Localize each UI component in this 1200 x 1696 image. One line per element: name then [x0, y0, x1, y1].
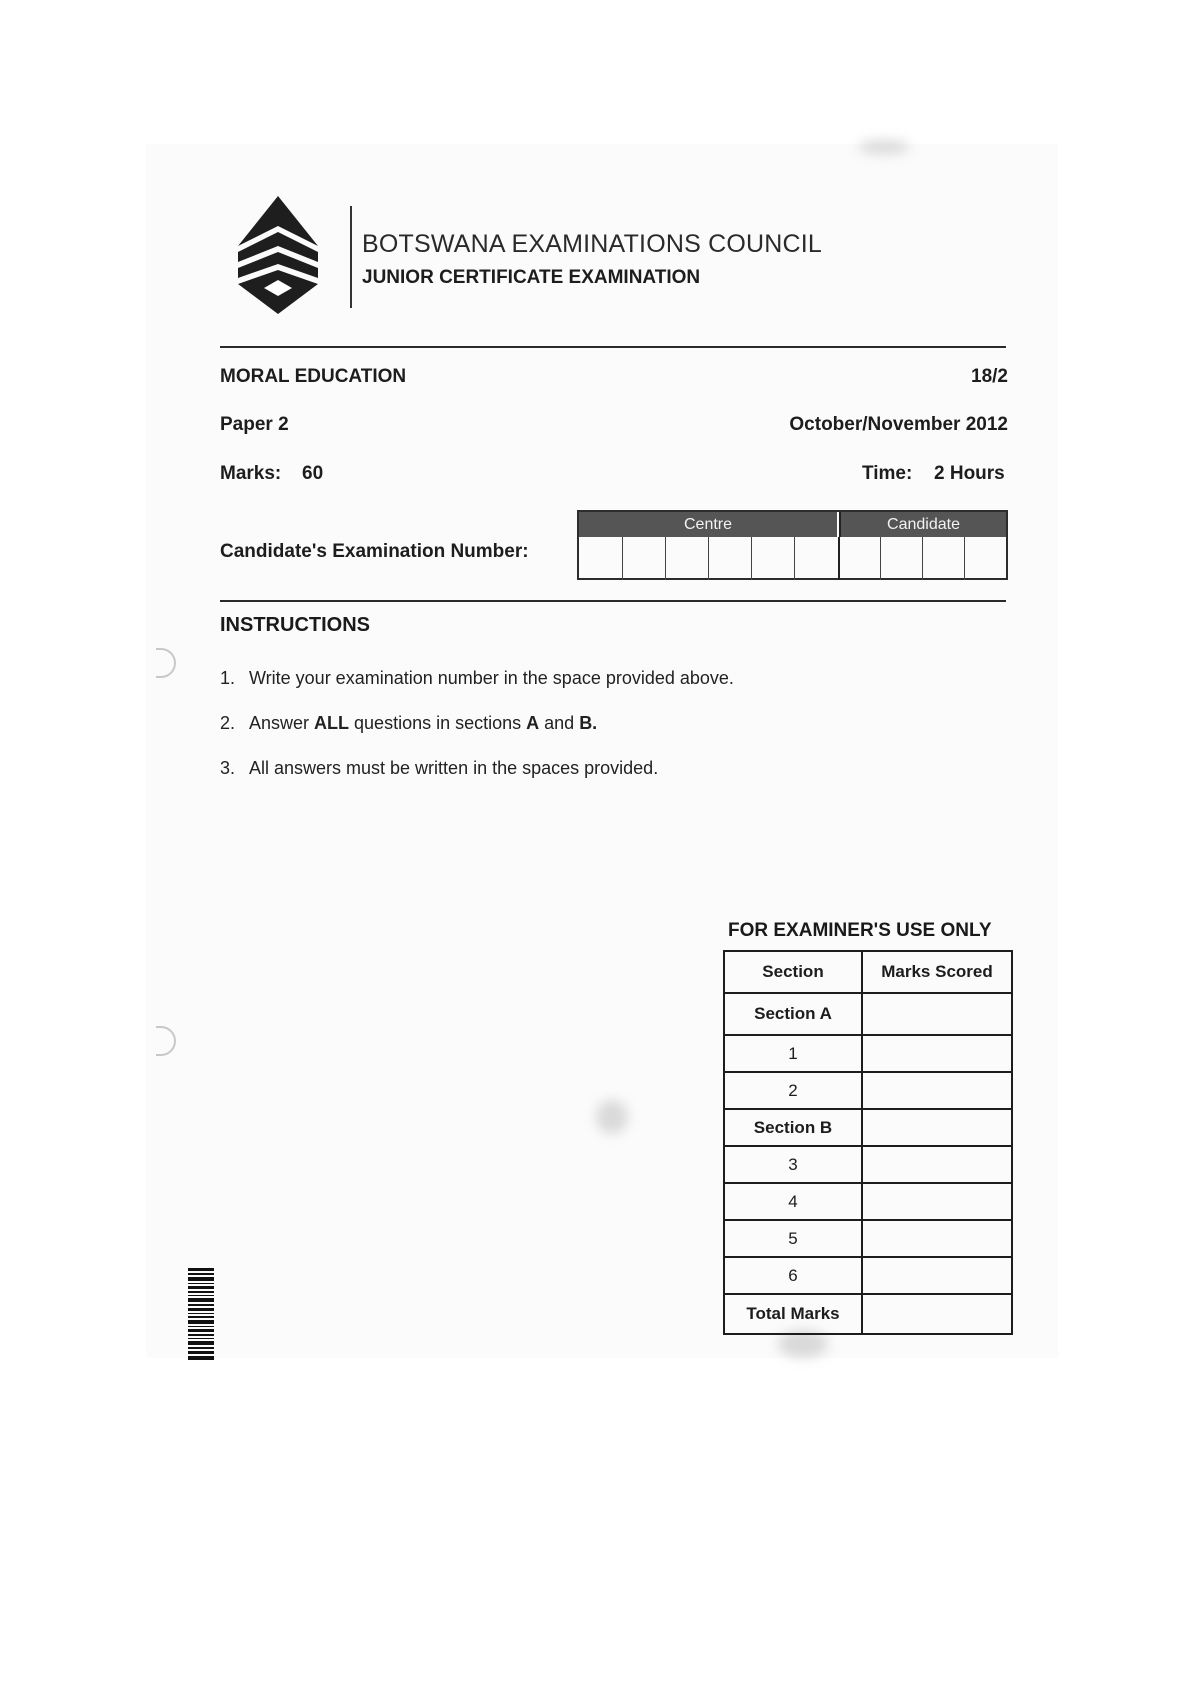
section-cell: 5 — [724, 1220, 862, 1257]
marks-cell[interactable] — [862, 1146, 1012, 1183]
middle-rule — [220, 600, 1006, 602]
instruction-emphasis: B. — [579, 713, 598, 733]
table-header-row — [724, 951, 1012, 993]
instruction-item — [220, 668, 734, 689]
paper-number: Paper 2 — [220, 414, 289, 435]
instruction-emphasis: A — [526, 713, 540, 733]
barcode-icon — [188, 1268, 214, 1360]
examiner-use-heading: FOR EXAMINER'S USE ONLY — [728, 920, 992, 941]
marks-cell[interactable] — [862, 1220, 1012, 1257]
section-cell: Total Marks — [724, 1294, 862, 1334]
table-row — [724, 1146, 1012, 1183]
candidate-header: Candidate — [839, 512, 1006, 537]
council-name: BOTSWANA EXAMINATIONS COUNCIL — [362, 230, 823, 258]
instruction-text: questions in sections — [349, 713, 527, 733]
marks-cell[interactable] — [862, 1109, 1012, 1146]
section-column-header: Section — [724, 951, 862, 993]
centre-digit-cell[interactable] — [665, 537, 708, 580]
instruction-number: 2. — [220, 713, 236, 733]
table-row — [724, 1183, 1012, 1220]
instruction-text: Answer — [249, 713, 315, 733]
top-rule — [220, 346, 1006, 348]
marks-cell[interactable] — [862, 1072, 1012, 1109]
time-value: 2 Hours — [934, 463, 1005, 484]
centre-digit-cell[interactable] — [622, 537, 665, 580]
candidate-number-box — [577, 510, 1008, 580]
table-row — [724, 1035, 1012, 1072]
section-cell: 3 — [724, 1146, 862, 1183]
section-cell: Section A — [724, 993, 862, 1035]
centre-header: Centre — [579, 512, 837, 537]
instruction-item — [220, 713, 597, 734]
exam-type: JUNIOR CERTIFICATE EXAMINATION — [362, 267, 701, 288]
candidate-digit-cell[interactable] — [922, 537, 964, 580]
table-row — [724, 1257, 1012, 1294]
section-cell: 1 — [724, 1035, 862, 1072]
instructions-heading: INSTRUCTIONS — [220, 614, 370, 636]
marks-value: 60 — [302, 463, 324, 484]
instruction-text: and — [539, 713, 580, 733]
table-row — [724, 993, 1012, 1035]
table-row — [724, 1220, 1012, 1257]
centre-digit-cell[interactable] — [579, 537, 622, 580]
marks-cell[interactable] — [862, 1257, 1012, 1294]
bec-logo-icon — [238, 196, 318, 314]
centre-digit-cell[interactable] — [751, 537, 794, 580]
section-cell: 6 — [724, 1257, 862, 1294]
instruction-number: 3. — [220, 758, 236, 778]
table-row — [724, 1109, 1012, 1146]
scan-smudge — [596, 1100, 628, 1134]
instruction-emphasis: ALL — [314, 713, 350, 733]
marks-cell[interactable] — [862, 1183, 1012, 1220]
exam-session: October/November 2012 — [789, 414, 1008, 435]
section-cell: 4 — [724, 1183, 862, 1220]
scan-smudge — [858, 140, 910, 154]
marks-column-header: Marks Scored — [862, 951, 1012, 993]
candidate-digit-cell[interactable] — [838, 537, 880, 580]
time-label: Time: — [862, 463, 913, 484]
centre-digit-cell[interactable] — [794, 537, 838, 580]
table-row — [724, 1294, 1012, 1334]
section-cell: Section B — [724, 1109, 862, 1146]
marks-label: Marks: — [220, 463, 282, 484]
subject: MORAL EDUCATION — [220, 366, 407, 387]
header-divider — [350, 206, 352, 308]
instruction-text: Write your examination number in the space provided above. — [249, 668, 734, 688]
candidate-digit-cell[interactable] — [964, 537, 1006, 580]
marks-cell[interactable] — [862, 993, 1012, 1035]
section-cell: 2 — [724, 1072, 862, 1109]
instruction-number: 1. — [220, 668, 236, 688]
examiner-marks-table — [723, 950, 1013, 1335]
marks-cell[interactable] — [862, 1294, 1012, 1334]
instruction-text: All answers must be written in the spaces provided. — [249, 758, 659, 778]
centre-digit-cell[interactable] — [708, 537, 751, 580]
paper-code: 18/2 — [971, 366, 1008, 387]
instruction-item — [220, 758, 658, 779]
candidate-digit-cell[interactable] — [880, 537, 922, 580]
table-row — [724, 1072, 1012, 1109]
candidate-number-label: Candidate's Examination Number: — [220, 541, 529, 562]
marks-cell[interactable] — [862, 1035, 1012, 1072]
